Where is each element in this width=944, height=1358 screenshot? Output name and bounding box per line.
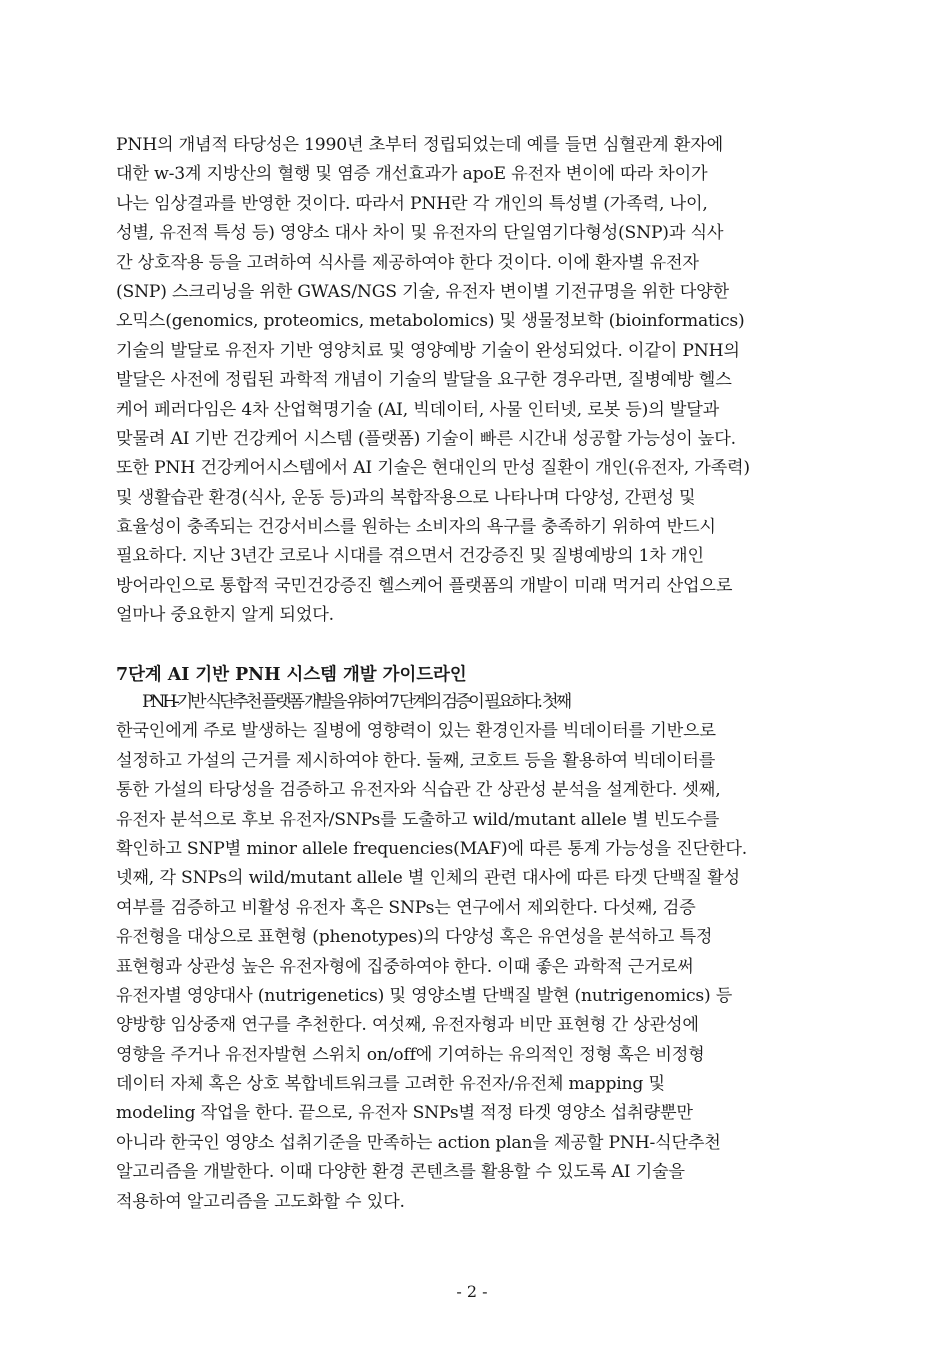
text-line: 케어 페러다임은 4차 산업혁명기술 (AI, 빅데이터, 사물 인터넷, 로봇 등)의 발달과 <box>116 399 720 420</box>
section-heading: 7단계 AI 기반 PNH 시스템 개발 가이드라인 <box>116 665 467 685</box>
text-line: 나는 임상결과를 반영한 것이다. 따라서 PNH란 각 개인의 특성별 (가족력, 나이, <box>116 193 708 214</box>
text-line: 알고리즘을 개발한다. 이때 다양한 환경 콘텐츠를 활용할 수 있도록 AI 기술을 <box>116 1162 685 1183</box>
text-line: 오믹스(genomics, proteomics, metabolomics) 및 생물정보학 (bioinformatics) <box>116 311 745 332</box>
text-line: 기술의 발달로 유전자 기반 영양치료 및 영양예방 기술이 완성되었다. 이같이 PNH의 <box>116 340 740 361</box>
text-line: 확인하고 SNP별 minor allele frequencies(MAF)에 따른 통계 가능성을 진단한다. <box>116 838 748 859</box>
paragraph-guideline <box>116 688 836 1217</box>
text-line: modeling 작업을 한다. 끝으로, 유전자 SNPs별 적정 타겟 영양소 섭취량뿐만 <box>116 1103 693 1124</box>
text-line: 적용하여 알고리즘을 고도화할 수 있다. <box>116 1191 405 1212</box>
text-line: 한국인에게 주로 발생하는 질병에 영향력이 있는 환경인자를 빅데이터를 기반으로 <box>116 721 716 742</box>
page-number: - 2 - <box>456 1282 488 1301</box>
text-line: 간 상호작용 등을 고려하여 식사를 제공하여야 한다 것이다. 이에 환자별 유전자 <box>116 252 699 273</box>
text-line: 양방향 임상중재 연구를 추천한다. 여섯째, 유전자형과 비만 표현형 간 상관성에 <box>116 1015 699 1036</box>
text-line: 넷째, 각 SNPs의 wild/mutant allele 별 인체의 관련 대사에 따른 타겟 단백질 활성 <box>116 868 740 889</box>
text-line: 여부를 검증하고 비활성 유전자 혹은 SNPs는 연구에서 제외한다. 다섯째, 검증 <box>116 897 696 918</box>
text-line: 대한 w-3계 지방산의 혈행 및 염증 개선효과가 apoE 유전자 변이에 따라 차이가 <box>116 164 708 185</box>
text-line: 또한 PNH 건강케어시스템에서 AI 기술은 현대인의 만성 질환이 개인(유전자, 가족력) <box>116 458 750 479</box>
text-line: 필요하다. 지난 3년간 코로나 시대를 겪으면서 건강증진 및 질병예방의 1차 개인 <box>116 546 704 567</box>
text-line: 유전자 분석으로 후보 유전자/SNPs를 도출하고 wild/mutant allele 별 빈도수를 <box>116 809 720 830</box>
text-line: 표현형과 상관성 높은 유전자형에 집중하여야 한다. 이때 좋은 과학적 근거로써 <box>116 956 694 977</box>
text-line: 방어라인으로 통합적 국민건강증진 헬스케어 플랫폼의 개발이 미래 먹거리 산업으로 <box>116 575 733 596</box>
text-line: 유전형을 대상으로 표현형 (phenotypes)의 다양성 혹은 유연성을 분석하고 특정 <box>116 927 713 948</box>
text-line: 아니라 한국인 영양소 섭취기준을 만족하는 action plan을 제공할 PNH-식단추천 <box>116 1132 721 1153</box>
text-line: 얼마나 중요한지 알게 되었다. <box>116 605 334 626</box>
text-line: PNH-기반 식단추천 플랫폼 개발을 위하여 7 단계의 검증이 필요하다. 첫째 <box>142 692 569 712</box>
text-line: 맞물려 AI 기반 건강케어 시스템 (플랫폼) 기술이 빠른 시간내 성공할 가능성이 높다. <box>116 428 736 449</box>
text-line: PNH의 개념적 타당성은 1990년 초부터 정립되었는데 예를 들면 심혈관계 환자에 <box>116 135 723 155</box>
text-line: (SNP) 스크리닝을 위한 GWAS/NGS 기술, 유전자 변이별 기전규명을 위한 다양한 <box>116 281 729 302</box>
paragraph-intro <box>116 131 836 631</box>
text-line: 데이터 자체 혹은 상호 복합네트워크를 고려한 유전자/유전체 mapping 및 <box>116 1074 665 1095</box>
text-line: 성별, 유전적 특성 등) 영양소 대사 차이 및 유전자의 단일염기다형성(SNP)과 식사 <box>116 223 724 244</box>
text-line: 통한 가설의 타당성을 검증하고 유전자와 식습관 간 상관성 분석을 설계한다. 셋째, <box>116 780 721 801</box>
text-line: 효율성이 충족되는 건강서비스를 원하는 소비자의 욕구를 충족하기 위하여 반드시 <box>116 517 716 538</box>
text-line: 및 생활습관 환경(식사, 운동 등)과의 복합작용으로 나타나며 다양성, 간편성 및 <box>116 487 696 508</box>
text-line: 설정하고 가설의 근거를 제시하여야 한다. 둘째, 코호트 등을 활용하여 빅데이터를 <box>116 750 716 771</box>
text-line: 발달은 사전에 정립된 과학적 개념이 기술의 발달을 요구한 경우라면, 질병예방 헬스 <box>116 370 732 391</box>
text-line: 유전자별 영양대사 (nutrigenetics) 및 영양소별 단백질 발현 (nutrigenomics) 등 <box>116 985 733 1006</box>
text-line: 영향을 주거나 유전자발현 스위치 on/off에 기여하는 유의적인 정형 혹은 비정형 <box>116 1044 705 1065</box>
